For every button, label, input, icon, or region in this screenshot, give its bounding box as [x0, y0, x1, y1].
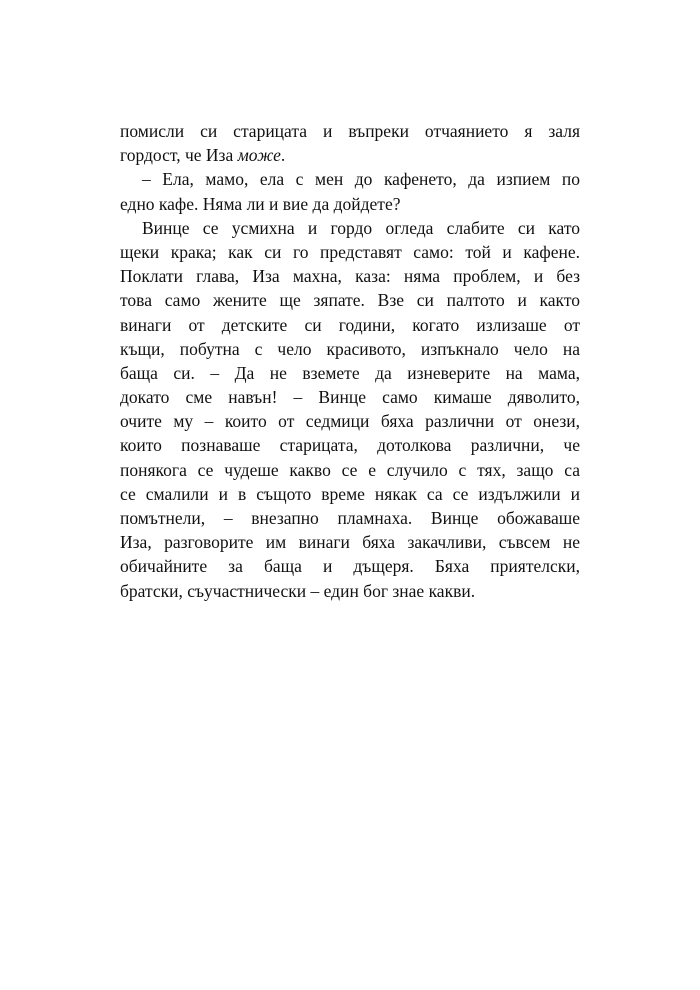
text-line: се смалили и в същото време някак са се издължили и: [120, 483, 580, 504]
text-line: [120, 143, 580, 167]
text-line: очите му – които от седмици бяха различни от онези,: [120, 411, 580, 432]
text-line: това само жените ще зяпате. Взе си палтото и както: [120, 290, 580, 311]
text-line: които познаваше старицата, дотолкова различни, че: [120, 435, 580, 456]
text-line: Поклати глава, Иза махна, каза: няма проблем, и без: [120, 266, 580, 287]
text-line: помисли си старицата и въпреки отчаянието я заля: [120, 121, 580, 141]
text-line: помътнели, – внезапно пламнаха. Винце обожаваше: [120, 508, 580, 528]
text-line: – Ела, мамо, ела с мен до кафенето, да изпием по: [142, 169, 580, 190]
text-line: къщи, побутна с чело красивото, изпъкнало чело на: [120, 338, 580, 359]
text-line: едно кафе. Няма ли и вие да дойдете?: [120, 193, 401, 214]
text-line: баща си. – Да не вземете да изневерите на мама,: [120, 362, 580, 383]
text-line-end: .: [280, 145, 286, 166]
emphasized-word: може: [237, 145, 281, 166]
text-line: Винце се усмихна и гордо огледа слабите си като: [142, 217, 580, 238]
text-line: понякога се чудеше какво се е случило с тях, защо са: [120, 459, 580, 480]
text-line: Иза, разговорите им винаги бяха закачливи, съвсем не: [120, 532, 580, 553]
text-line: братски, съучастнически – един бог знае какви.: [120, 580, 476, 601]
text-line-start: гордост, че Иза: [120, 145, 238, 166]
page-body-text: [120, 119, 580, 603]
text-line: щеки крака; как си го представят само: той и кафене.: [120, 241, 580, 262]
text-line: винаги от детските си години, когато излизаше от: [120, 314, 580, 335]
text-line: докато сме навън! – Винце само кимаше дяволито,: [120, 387, 580, 408]
text-line: обичайните за баща и дъщеря. Бяха приятелски,: [120, 556, 580, 577]
